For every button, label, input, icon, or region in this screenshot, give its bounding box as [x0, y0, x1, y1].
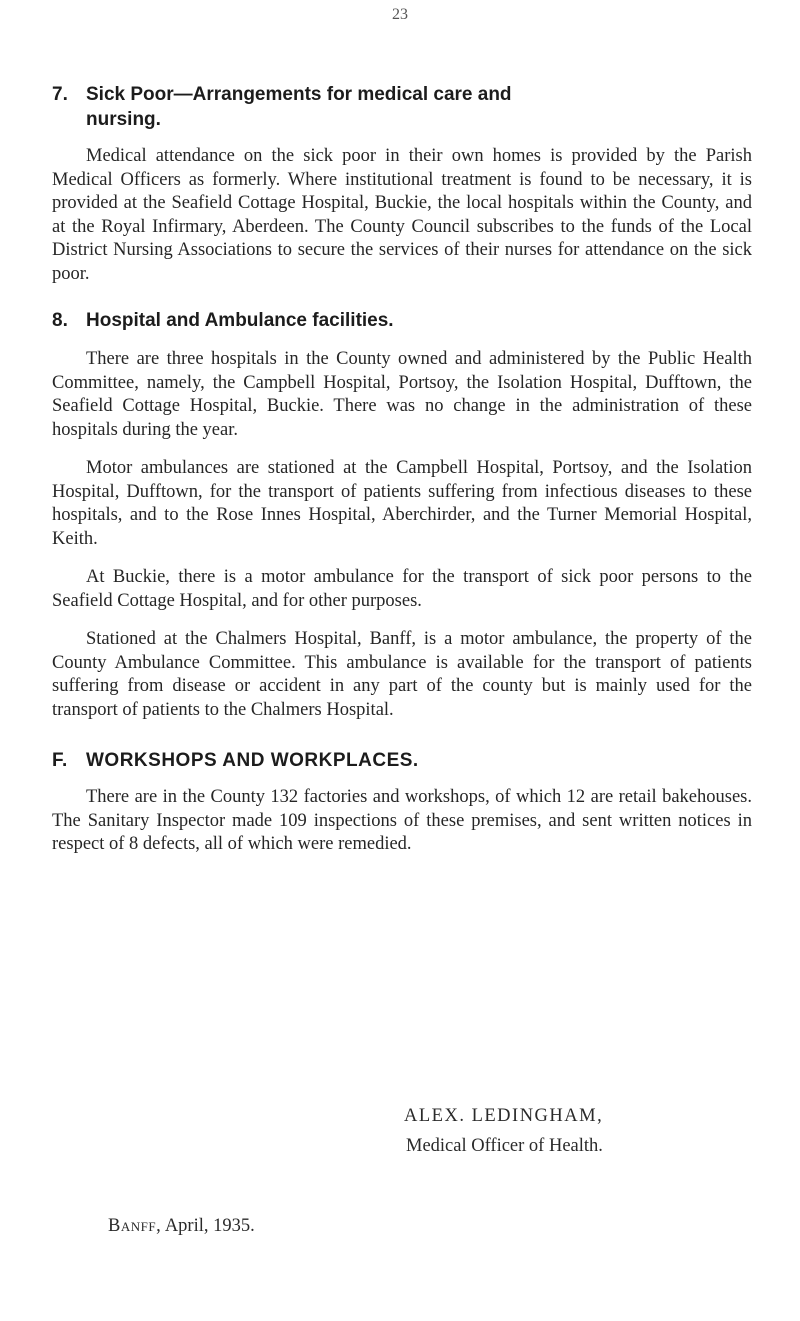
section-7-heading	[52, 82, 752, 132]
section-8-heading	[52, 308, 752, 333]
section-7-paragraph: Medical attendance on the sick poor in their own homes is provided by the Parish Medical Officers as formerly. Where institutional treatment is found to be necessary, it is provided at the Seafield Cottage Hospital, Buckie, the local hospitals within the County, and at the Royal Infirmary, Aberdeen. The County Council subscribes to the funds of the Local District Nursing Associations to secure the services of their nurses for attendance on the sick poor.	[52, 146, 752, 284]
signature-title: Medical Officer of Health.	[406, 1136, 603, 1156]
section-8-number: 8.	[52, 310, 68, 331]
section-f-number: F.	[52, 750, 68, 771]
document-body	[52, 82, 752, 857]
signature-block	[404, 1101, 603, 1161]
date: April, 1935.	[164, 1216, 255, 1236]
page-number: 23	[392, 6, 408, 23]
section-7-title-line1: Sick Poor—Arrangements for medical care and	[86, 84, 512, 105]
section-8-paragraph-1: There are three hospitals in the County owned and administered by the Public Health Committee, namely, the Campbell Hospital, Portsoy, the Isolation Hospital, Dufftown, the Seafield Cottage Hospital, Buckie. There was no change in the administration of these hospitals during the year.	[52, 349, 752, 440]
section-8-paragraph-2: Motor ambulances are stationed at the Campbell Hospital, Portsoy, and the Isolation Hospital, Dufftown, for the transport of patients suffering from infectious diseases to these hospitals, and to the Rose Innes Hospital, Aberchirder, and the Turner Memorial Hospital, Keith.	[52, 458, 752, 549]
section-f-paragraph: There are in the County 132 factories and workshops, of which 12 are retail bakehouses. The Sanitary Inspector made 109 inspections of these premises, and sent written notices in respect of 8 defects, all of which were remedied.	[52, 787, 752, 854]
section-7-title-line2: nursing.	[86, 109, 161, 130]
section-7-number: 7.	[52, 84, 68, 105]
section-f-heading	[52, 748, 752, 773]
section-f-title: WORKSHOPS AND WORKPLACES.	[86, 750, 419, 771]
section-8-title: Hospital and Ambulance facilities.	[86, 310, 394, 331]
signature-name: ALEX. LEDINGHAM,	[404, 1106, 604, 1126]
place: Banff,	[108, 1216, 162, 1236]
section-8-paragraph-3: At Buckie, there is a motor ambulance for the transport of sick poor persons to the Seafield Cottage Hospital, and for other purposes.	[52, 567, 752, 611]
place-date	[108, 1216, 255, 1237]
section-8-paragraph-4: Stationed at the Chalmers Hospital, Banff, is a motor ambulance, the property of the County Ambulance Committee. This ambulance is available for the transport of patients suffering from disease or accident in any part of the county but is mainly used for the transport of patients to the Chalmers Hospital.	[52, 629, 752, 720]
